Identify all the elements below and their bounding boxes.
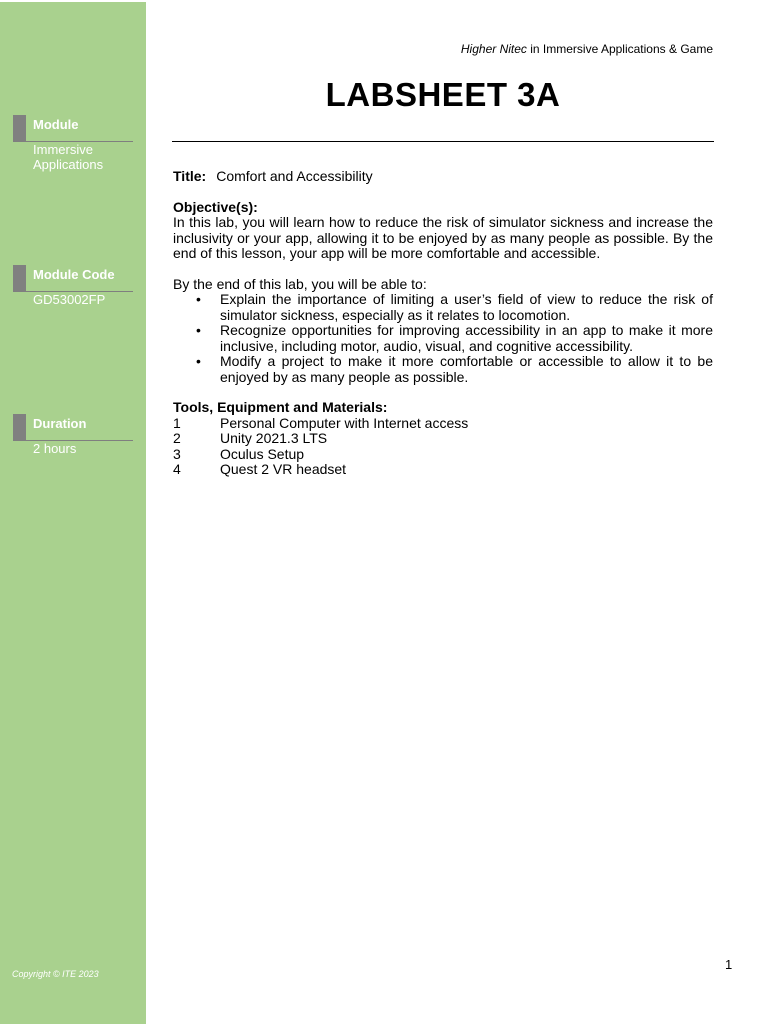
module-code-block	[13, 265, 133, 307]
tool-name: Oculus Setup	[220, 445, 305, 462]
bullet-icon: •	[196, 353, 201, 369]
module-value: Immersive Applications	[33, 142, 104, 172]
title-value: Comfort and Accessibility	[216, 168, 373, 184]
list-item-text: Modify a project to make it more comfortable or accessible to allow it to be enjoyed by as many people as possible.	[220, 353, 713, 385]
bullet-icon: •	[196, 322, 201, 338]
bullet-icon: •	[196, 291, 201, 307]
course-level: Higher Nitec	[460, 42, 527, 56]
tool-number: 3	[173, 445, 181, 462]
outcomes-intro: By the end of this lab, you will be able to:	[173, 275, 427, 292]
title-divider	[172, 141, 714, 142]
tools-list	[173, 416, 713, 478]
course-header	[461, 42, 713, 56]
module-block	[13, 115, 133, 172]
tool-number: 4	[173, 461, 181, 477]
list-item	[173, 431, 713, 447]
sidebar	[0, 2, 146, 1024]
duration-label: Duration	[33, 416, 87, 431]
tool-number: 1	[173, 414, 181, 431]
marker-bar	[13, 115, 26, 141]
module-code-label: Module Code	[33, 267, 115, 282]
module-label: Module	[33, 117, 79, 132]
list-item	[173, 447, 713, 463]
list-item	[173, 416, 713, 432]
marker-bar	[13, 414, 26, 440]
main-content	[173, 169, 713, 478]
list-item-text: Explain the importance of limiting a user’s field of view to reduce the risk of simulator sickness, especially as it relates to locomotion.	[220, 291, 713, 323]
page-title: LABSHEET 3A	[325, 76, 561, 113]
list-item	[173, 323, 713, 354]
tool-name: Quest 2 VR headset	[220, 461, 347, 477]
outcomes-list	[173, 292, 713, 385]
duration-value: 2 hours	[33, 441, 77, 456]
page-number: 1	[725, 957, 733, 972]
list-item	[173, 354, 713, 385]
course-name: in Immersive Applications & Game	[526, 42, 713, 56]
duration-block	[13, 414, 133, 456]
duration-header	[13, 414, 133, 441]
module-header	[13, 115, 133, 142]
module-code-header	[13, 265, 133, 292]
title-row	[173, 169, 713, 185]
tools-heading: Tools, Equipment and Materials:	[173, 399, 388, 415]
title-label: Title:	[173, 168, 207, 184]
list-item	[173, 462, 713, 478]
marker-bar	[13, 265, 26, 291]
objectives-heading: Objective(s):	[173, 198, 258, 215]
list-item	[173, 292, 713, 323]
tool-number: 2	[173, 430, 181, 446]
module-code-value: GD53002FP	[33, 292, 106, 307]
tool-name: Personal Computer with Internet access	[220, 414, 469, 431]
copyright-text: Copyright © ITE 2023	[12, 969, 99, 979]
objectives-text: In this lab, you will learn how to reduce the risk of simulator sickness and increase the inclusivity or your app, allowing it to be enjoyed by as many people as possible. By the end of this lesson, your app will be more comfortable and accessible.	[173, 214, 713, 261]
list-item-text: Recognize opportunities for improving accessibility in an app to make it more inclusive, including motor, audio, visual, and cognitive accessibility.	[220, 322, 713, 354]
tool-name: Unity 2021.3 LTS	[220, 430, 328, 446]
